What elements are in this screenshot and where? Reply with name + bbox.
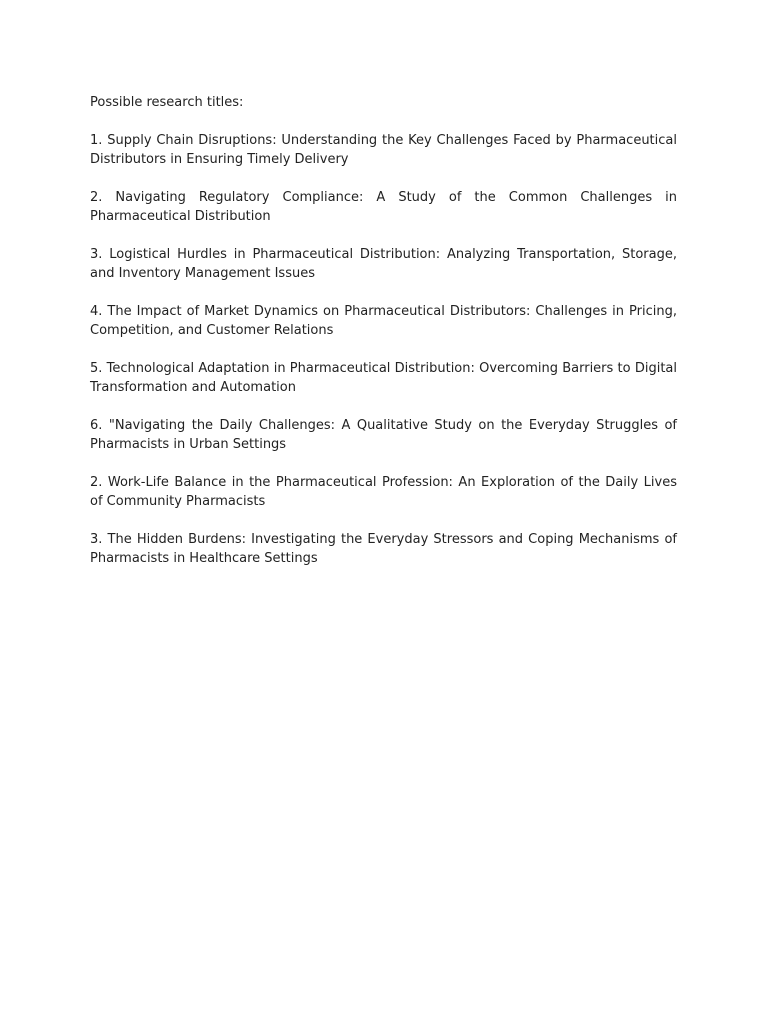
research-title-item: 5. Technological Adaptation in Pharmaceutical Distribution: Overcoming Barriers to Digital Transformation and Automation [90, 360, 677, 395]
research-title-item: 1. Supply Chain Disruptions: Understanding the Key Challenges Faced by Pharmaceutical Distributors in Ensuring Timely Delivery [90, 132, 677, 167]
research-title-item: 6. "Navigating the Daily Challenges: A Qualitative Study on the Everyday Struggles of Pharmacists in Urban Settings [90, 417, 677, 452]
research-title-item: 3. Logistical Hurdles in Pharmaceutical Distribution: Analyzing Transportation, Storage, and Inventory Management Issues [90, 246, 677, 281]
research-title-item: 2. Work-Life Balance in the Pharmaceutical Profession: An Exploration of the Daily Lives of Community Pharmacists [90, 474, 677, 509]
research-title-item: 4. The Impact of Market Dynamics on Pharmaceutical Distributors: Challenges in Pricing, Competition, and Customer Relations [90, 303, 677, 338]
intro-text: Possible research titles: [90, 95, 244, 110]
document-body [90, 93, 677, 587]
research-title-item: 2. Navigating Regulatory Compliance: A Study of the Common Challenges in Pharmaceutical Distribution [90, 189, 677, 224]
research-title-item: 3. The Hidden Burdens: Investigating the Everyday Stressors and Coping Mechanisms of Pharmacists in Healthcare Settings [90, 531, 677, 566]
